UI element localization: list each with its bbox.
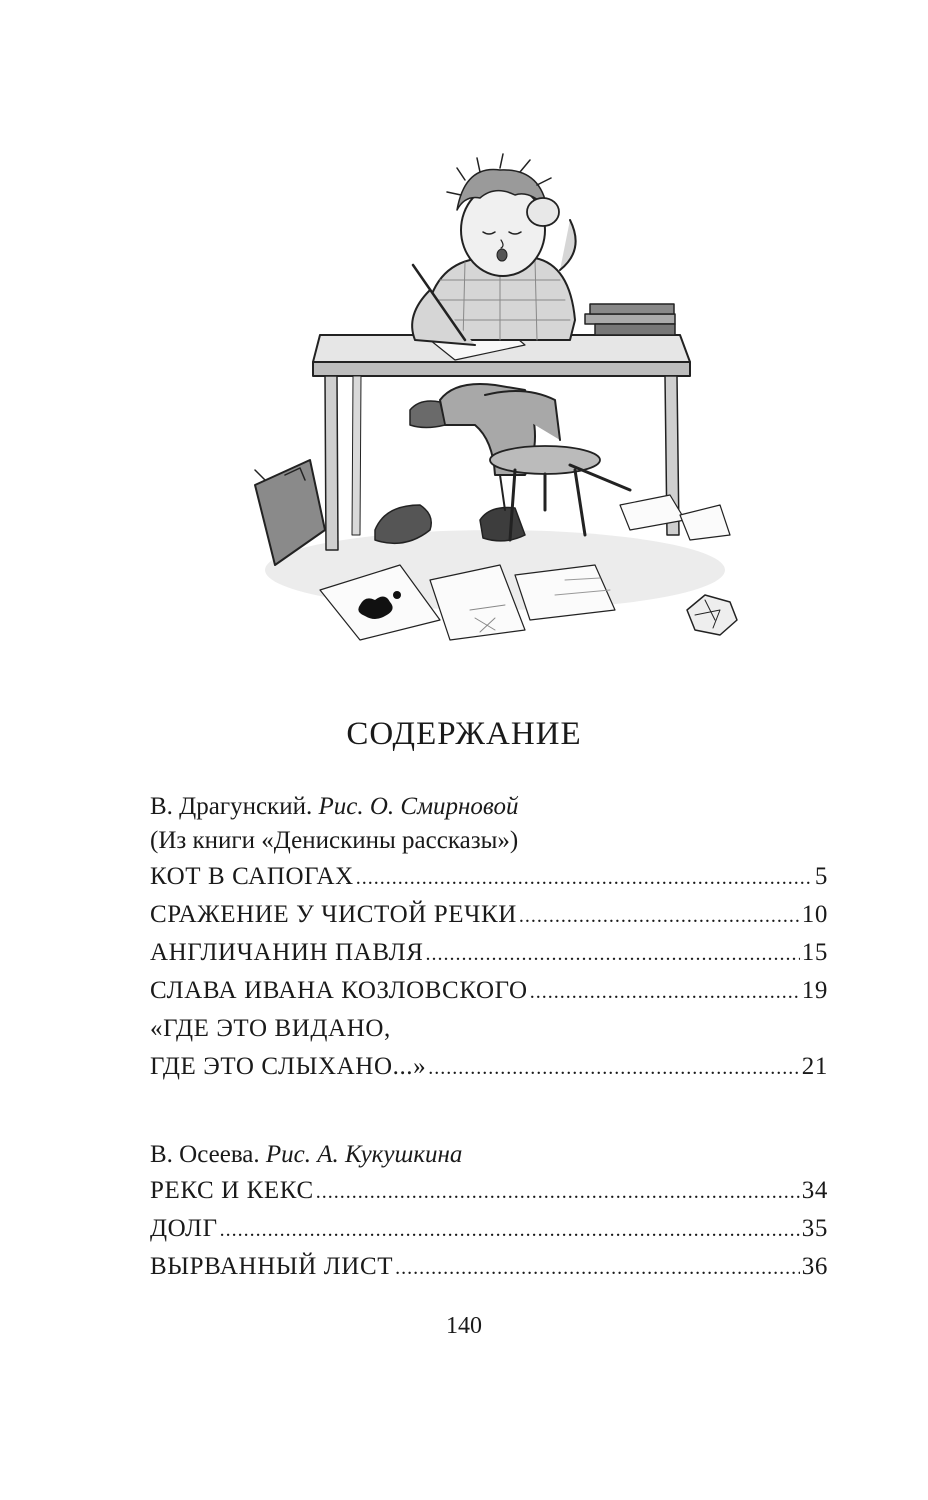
toc-section-dragunsky [150,790,828,1086]
dot-leader [220,1211,800,1249]
illustrator-credit: Рис. А. Кукушкина [265,1141,463,1168]
dot-leader [428,1049,800,1087]
boy-at-desk-illustration [225,140,765,680]
dot-leader [530,973,800,1011]
toc-entry[interactable] [150,972,828,1010]
author-name: В. Драгунский. [150,793,313,820]
toc-section-oseeva [150,1138,828,1286]
entry-page: 21 [801,1053,828,1080]
entry-title: СРАЖЕНИЕ У ЧИСТОЙ РЕЧКИ [150,901,517,928]
entry-title: КОТ В САПОГАХ [150,863,354,890]
toc-entry[interactable] [150,1210,828,1248]
dot-leader [316,1173,800,1211]
entry-title-line2 [150,1048,828,1086]
author-name: В. Осеева. [150,1141,260,1168]
entry-title: РЕКС И КЕКС [150,1177,314,1204]
entry-page: 10 [801,901,828,928]
illustrator-credit: Рис. О. Смирновой [318,793,519,820]
entry-title: АНГЛИЧАНИН ПАВЛЯ [150,939,424,966]
entry-title: ДОЛГ [150,1215,218,1242]
toc-entry[interactable] [150,896,828,934]
entry-title: СЛАВА ИВАНА КОЗЛОВСКОГО [150,977,528,1004]
section-author-line [150,790,828,824]
toc-entry[interactable] [150,934,828,972]
toc-entry-multiline[interactable] [150,1010,828,1086]
toc-entry[interactable] [150,858,828,896]
toc-entry[interactable] [150,1248,828,1286]
entry-page: 19 [801,977,828,1004]
entry-page: 36 [801,1253,828,1280]
entry-page: 15 [801,939,828,966]
section-author-line [150,1138,828,1172]
entry-page: 35 [801,1215,828,1242]
dot-leader [519,897,800,935]
entry-page: 34 [801,1177,828,1204]
entry-title: ВЫРВАННЫЙ ЛИСТ [150,1253,394,1280]
dot-leader [395,1249,800,1287]
page-number: 140 [446,1313,482,1339]
dot-leader [425,935,799,973]
toc-entry[interactable] [150,1172,828,1210]
entry-page: 5 [814,863,828,890]
entry-title: ГДЕ ЭТО СЛЫХАНО...» [150,1053,427,1080]
book-source: (Из книги «Денискины рассказы») [150,827,519,854]
dot-leader [356,859,813,897]
contents-heading: СОДЕРЖАНИЕ [346,716,582,752]
entry-title-line1: «ГДЕ ЭТО ВИДАНО, [150,1015,391,1042]
